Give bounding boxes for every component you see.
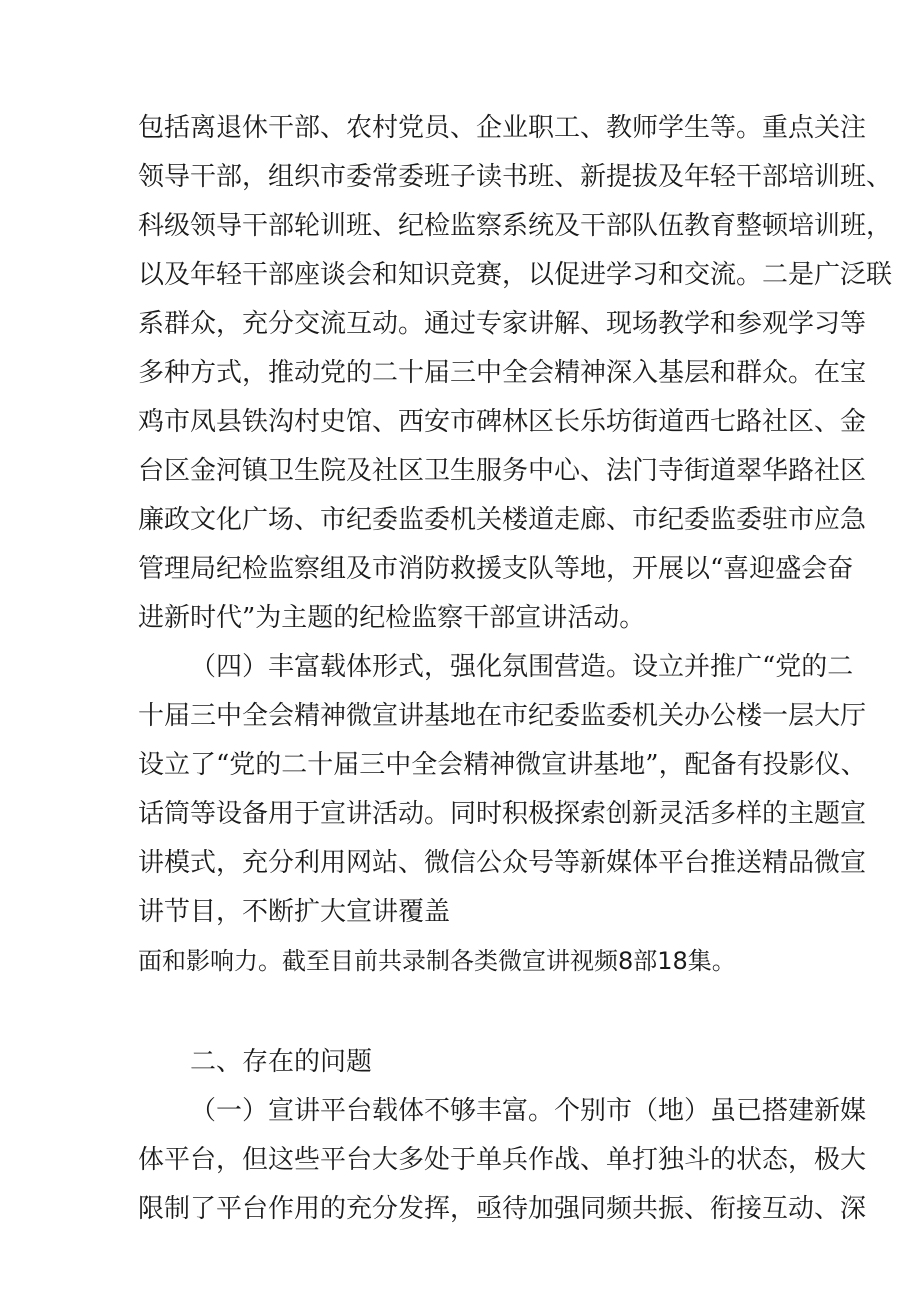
paragraph-line: 廉政文化广场、市纪委监委机关楼道走廊、市纪委监委驻市应急 (138, 505, 867, 535)
paragraph-line: （一）宣讲平台载体不够丰富。个别市（地）虽已搭建新媒 (190, 1096, 867, 1126)
paragraph-line: 系群众，充分交流互动。通过专家讲解、现场教学和参观学习等 (138, 309, 867, 339)
paragraph-line: 讲模式，充分利用网站、微信公众号等新媒体平台推送精品微宣 (138, 848, 867, 878)
paragraph-line: 十届三中全会精神微宣讲基地在市纪委监委机关办公楼一层大厅 (138, 701, 867, 731)
paragraph-line: 进新时代”为主题的纪检监察干部宣讲活动。 (138, 603, 646, 633)
paragraph-line: 限制了平台作用的充分发挥，亟待加强同频共振、衔接互动、深 (138, 1194, 867, 1224)
paragraph-line: 管理局纪检监察组及市消防救援支队等地，开展以“喜迎盛会奋 (138, 554, 854, 584)
section-heading: 二、存在的问题 (190, 1047, 373, 1077)
paragraph-line: 领导干部，组织市委常委班子读书班、新提拔及年轻干部培训班、 (138, 162, 893, 192)
paragraph-line: 体平台，但这些平台大多处于单兵作战、单打独斗的状态，极大 (138, 1145, 867, 1175)
paragraph-line: 面和影响力。截至目前共录制各类微宣讲视频8部18集。 (138, 947, 736, 975)
paragraph-line: 以及年轻干部座谈会和知识竞赛，以促进学习和交流。二是广泛联 (138, 260, 893, 290)
paragraph-line: 科级领导干部轮训班、纪检监察系统及干部队伍教育整顿培训班， (138, 211, 893, 241)
paragraph-line: 鸡市凤县铁沟村史馆、西安市碑林区长乐坊街道西七路社区、金 (138, 407, 867, 437)
paragraph-line: 包括离退休干部、农村党员、企业职工、教师学生等。重点关注 (138, 113, 867, 143)
paragraph-line: （四）丰富载体形式，强化氛围营造。设立并推广“党的二 (190, 652, 854, 682)
paragraph-line: 讲节目，不断扩大宣讲覆盖 (138, 897, 451, 927)
paragraph-line: 多种方式，推动党的二十届三中全会精神深入基层和群众。在宝 (138, 358, 867, 388)
paragraph-line: 台区金河镇卫生院及社区卫生服务中心、法门寺街道翠华路社区 (138, 456, 867, 486)
paragraph-line: 设立了“党的二十届三中全会精神微宣讲基地”，配备有投影仪、 (138, 750, 867, 780)
paragraph-line: 话筒等设备用于宣讲活动。同时积极探索创新灵活多样的主题宣 (138, 799, 867, 829)
